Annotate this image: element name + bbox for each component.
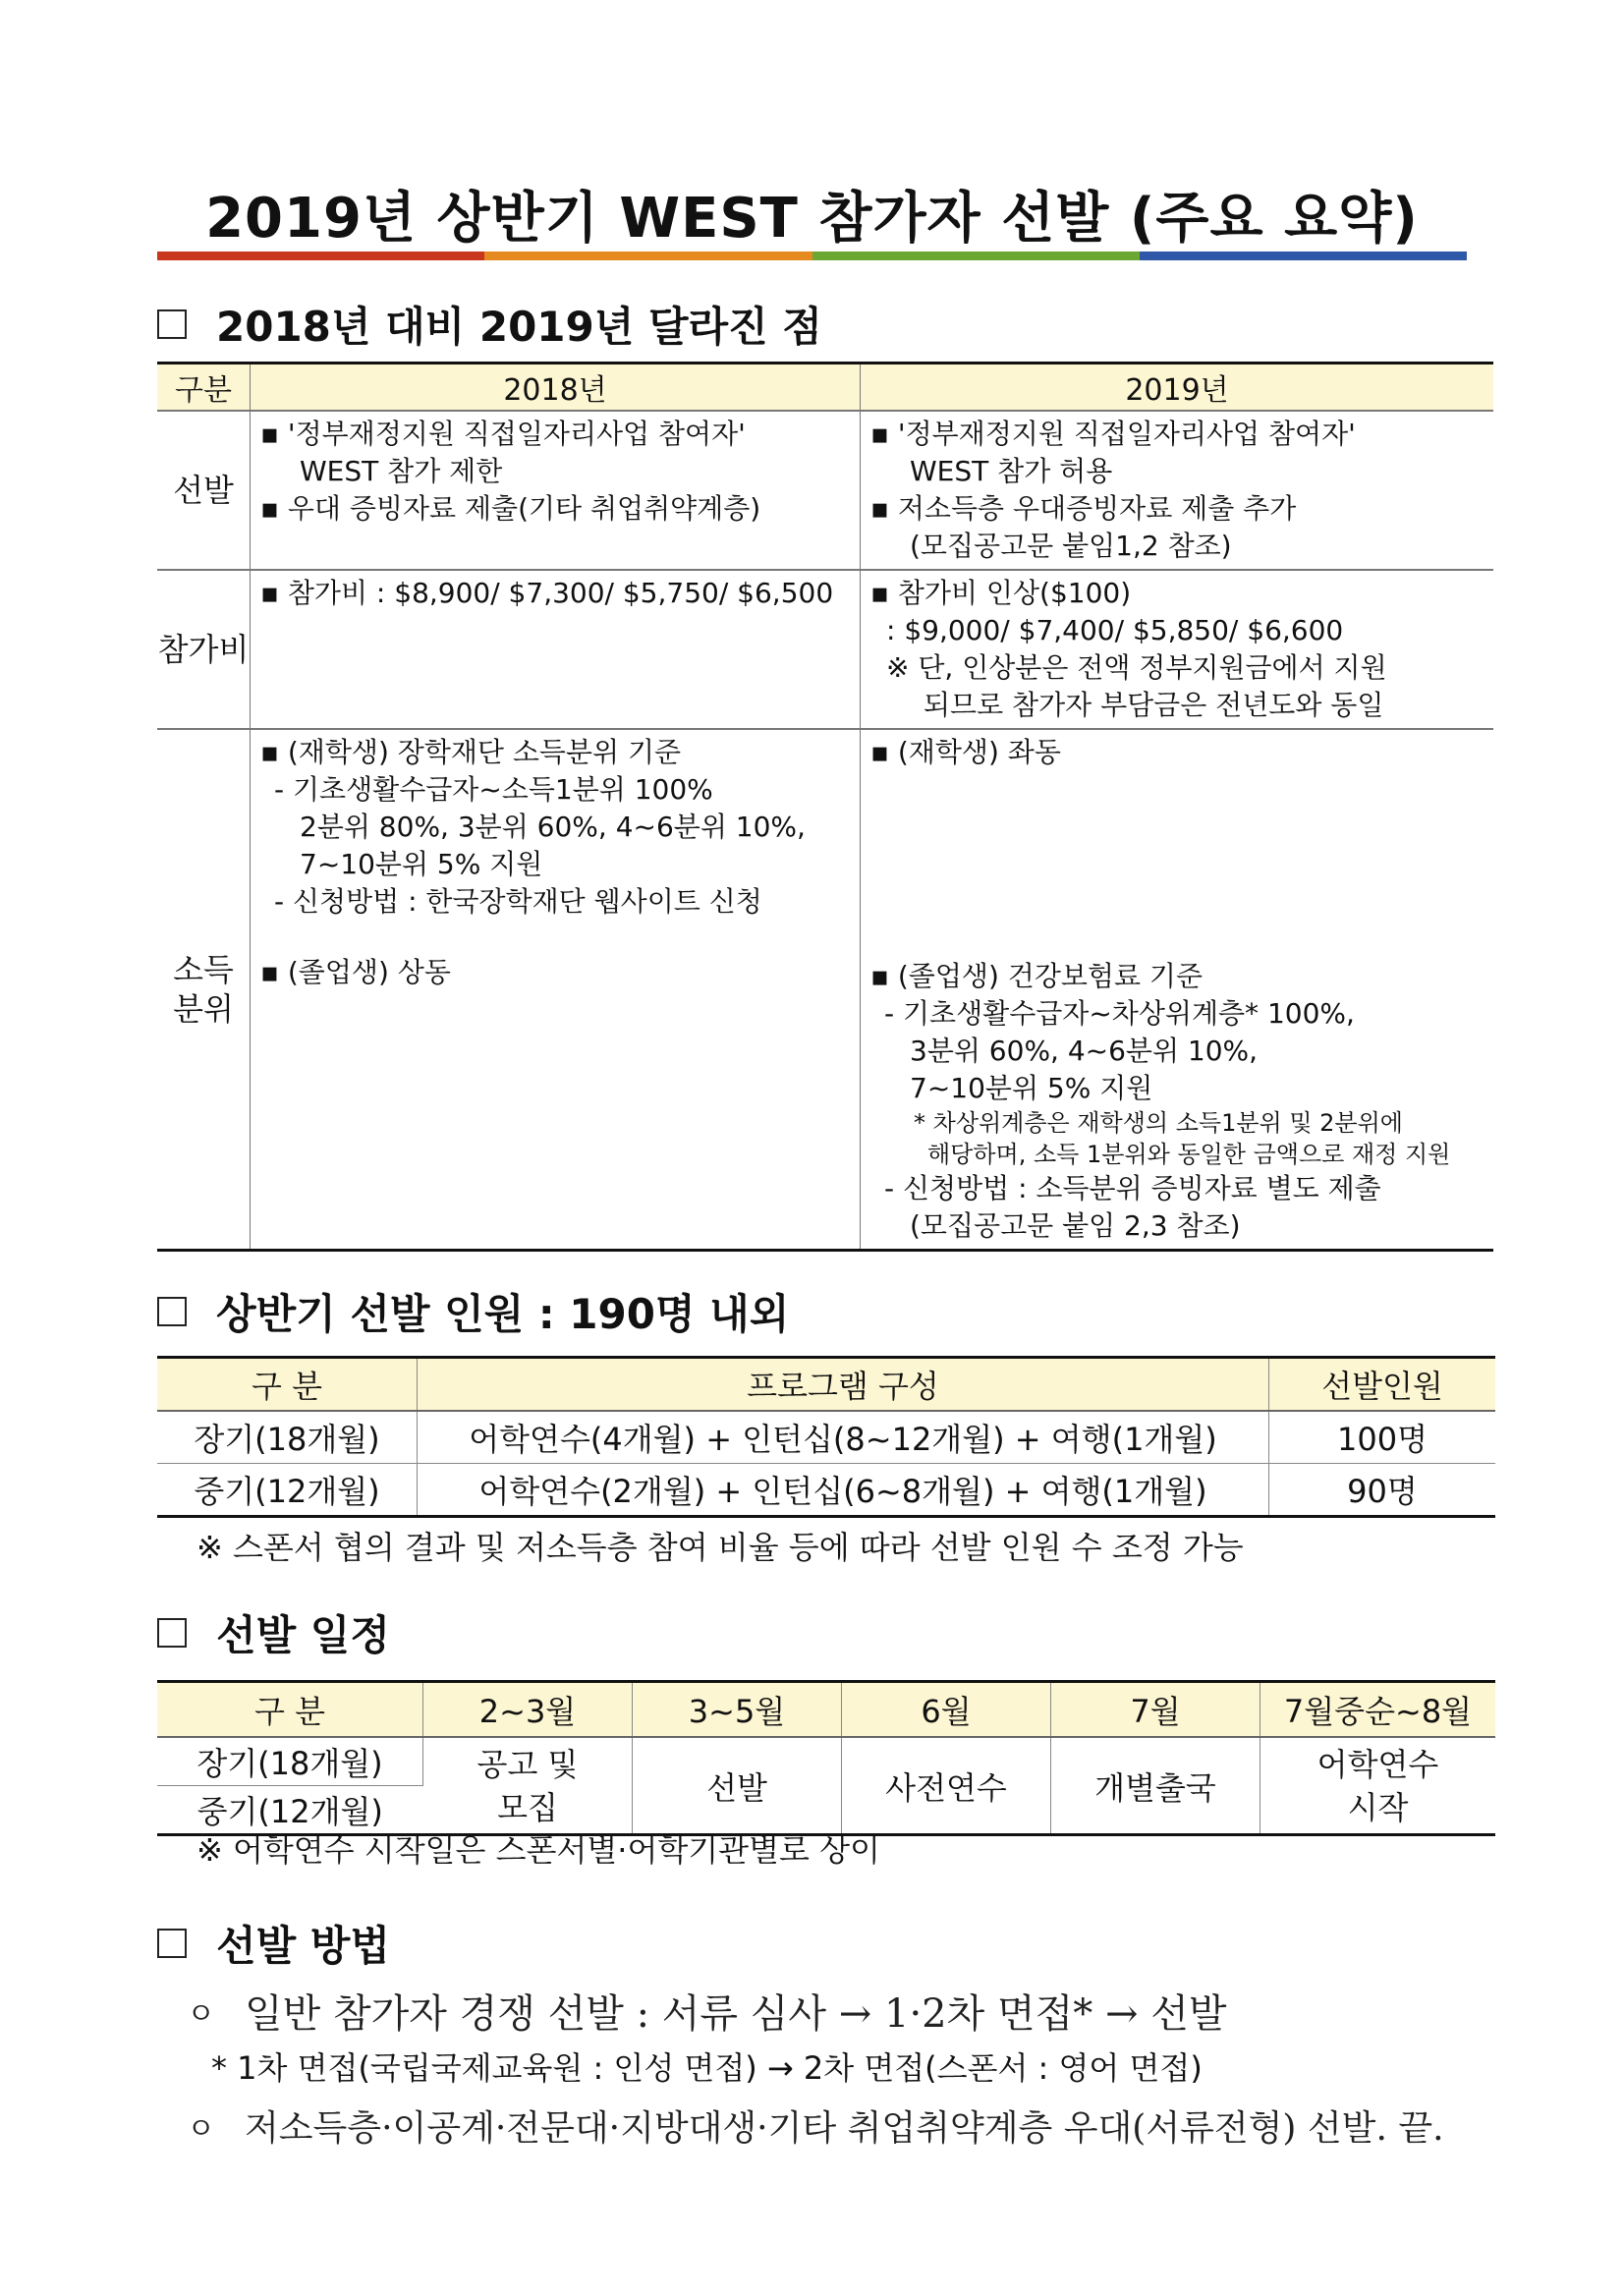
table-cell: 90명	[1269, 1464, 1496, 1517]
text-line: ▪ 저소득층 우대증빙자료 제출 추가	[870, 492, 1297, 525]
section-heading-changes	[157, 295, 822, 354]
text-line: ▪ 참가비 인상($100)	[870, 577, 1132, 609]
table-row	[157, 1737, 1495, 1786]
table-row	[157, 1411, 1495, 1464]
headcount-note: ※ 스폰서 협의 결과 및 저소득층 참여 비율 등에 따라 선발 인원 수 조정 가능	[196, 1529, 1244, 1566]
schedule-note: ※ 어학연수 시작일은 스폰서별·어학기관별로 상이	[196, 1831, 880, 1869]
schedule-table	[157, 1680, 1495, 1836]
text-line: - 신청방법 : 소득분위 증빙자료 별도 제출	[884, 1172, 1381, 1204]
checkbox-square-icon	[157, 1929, 187, 1958]
row-label: 소득 분위	[157, 729, 251, 1251]
color-segment-green	[812, 252, 1140, 260]
header-cell: 3~5월	[633, 1682, 842, 1738]
color-segment-blue	[1140, 252, 1467, 260]
header-cell: 구 분	[157, 1358, 418, 1412]
text-line: 2분위 80%, 3분위 60%, 4~6분위 10%,	[300, 811, 806, 843]
text-line: 되므로 참가자 부담금은 전년도와 동일	[924, 689, 1384, 721]
schedule-cell: 사전연수	[842, 1737, 1051, 1835]
table-cell: 장기(18개월)	[157, 1411, 418, 1464]
schedule-cell: 선발	[633, 1737, 842, 1835]
header-2019: 2019년	[861, 364, 1494, 412]
header-2018: 2018년	[251, 364, 861, 412]
spacer	[260, 991, 850, 1207]
text-line: ▪ (재학생) 좌동	[870, 736, 1061, 768]
row-label: 선발	[157, 411, 251, 570]
schedule-cell: 어학연수 시작	[1260, 1737, 1496, 1835]
method-text: 일반 참가자 경쟁 선발 : 서류 심사 → 1·2차 면접* → 선발	[244, 1991, 1227, 2037]
color-segment-red	[157, 252, 484, 260]
schedule-cell: 공고 및 모집	[423, 1737, 633, 1835]
circle-bullet-icon: ㅇ	[187, 1996, 215, 2032]
table-cell: 어학연수(4개월) + 인턴십(8~12개월) + 여행(1개월)	[418, 1411, 1269, 1464]
checkbox-square-icon	[157, 309, 187, 339]
header-cell: 7월	[1051, 1682, 1260, 1738]
table-row	[157, 570, 1493, 729]
table-header-row	[157, 1682, 1495, 1738]
header-cell: 프로그램 구성	[418, 1358, 1269, 1412]
text-line: ▪ 우대 증빙자료 제출(기타 취업취약계층)	[260, 492, 761, 525]
table-cell: 중기(12개월)	[157, 1464, 418, 1517]
table-row	[157, 729, 1493, 1251]
text-line: 3분위 60%, 4~6분위 10%,	[910, 1035, 1259, 1067]
text-line: WEST 참가 허용	[910, 455, 1113, 487]
table-cell: 100명	[1269, 1411, 1496, 1464]
text-line: - 기초생활수급자~차상위계층* 100%,	[884, 997, 1355, 1030]
header-cell: 6월	[842, 1682, 1051, 1738]
header-cell: 2~3월	[423, 1682, 633, 1738]
method-text: 저소득층·이공계·전문대·지방대생·기타 취업취약계층 우대(서류전형) 선발. 끝.	[244, 2108, 1444, 2149]
header-cell: 선발인원	[1269, 1358, 1496, 1412]
row-label: 장기(18개월)	[157, 1737, 423, 1786]
text-line: - 기초생활수급자~소득1분위 100%	[274, 773, 713, 806]
header-cell: 7월중순~8월	[1260, 1682, 1496, 1738]
color-segment-orange	[484, 252, 812, 260]
method-item-2	[187, 2100, 1444, 2151]
method-footnote: * 1차 면접(국립국제교육원 : 인성 면접) → 2차 면접(스폰서 : 영어 면접)	[211, 2049, 1203, 2087]
text-line: ▪ '정부재정지원 직접일자리사업 참여자'	[260, 418, 746, 450]
section-heading-text: 2018년 대비 2019년 달라진 점	[216, 303, 822, 351]
text-line: 7~10분위 5% 지원	[910, 1072, 1153, 1104]
row-label: 참가비	[157, 570, 251, 729]
schedule-cell: 개별출국	[1051, 1737, 1260, 1835]
text-line: ▪ 참가비 : $8,900/ $7,300/ $5,750/ $6,500	[260, 577, 834, 609]
table-row	[157, 411, 1493, 570]
text-line: ※ 단, 인상분은 전액 정부지원금에서 지원	[886, 651, 1387, 684]
section-heading-method	[157, 1914, 390, 1973]
checkbox-square-icon	[157, 1618, 187, 1648]
section-heading-schedule	[157, 1603, 390, 1662]
headcount-table	[157, 1356, 1495, 1518]
text-line: WEST 참가 제한	[300, 455, 503, 487]
page-title: 2019년 상반기 WEST 참가자 선발 (주요 요약)	[205, 187, 1419, 251]
header-cell: 구 분	[157, 1682, 423, 1738]
section-heading-text: 선발 방법	[216, 1922, 390, 1970]
section-heading-text: 상반기 선발 인원 : 190명 내외	[216, 1290, 790, 1338]
circle-bullet-icon: ㅇ	[187, 2111, 215, 2147]
text-line: 7~10분위 5% 지원	[300, 848, 543, 880]
text-line: ▪ (재학생) 장학재단 소득분위 기준	[260, 736, 682, 768]
footnote-line: 해당하며, 소득 1분위와 동일한 금액으로 재정 지원	[927, 1141, 1451, 1168]
header-category: 구분	[157, 364, 251, 412]
text-line: (모집공고문 붙임1,2 참조)	[910, 530, 1232, 562]
section-heading-headcount	[157, 1282, 789, 1341]
row-label: 중기(12개월)	[157, 1786, 423, 1835]
footnote-line: * 차상위계층은 재학생의 소득1분위 및 2분위에	[914, 1109, 1403, 1137]
changes-table	[157, 362, 1493, 1252]
section-heading-text: 선발 일정	[216, 1611, 390, 1659]
cell-2018	[251, 411, 861, 570]
table-row	[157, 1464, 1495, 1517]
text-line: ▪ (졸업생) 상동	[260, 956, 451, 988]
cell-2019	[861, 729, 1494, 1251]
cell-2019	[861, 570, 1494, 729]
table-cell: 어학연수(2개월) + 인턴십(6~8개월) + 여행(1개월)	[418, 1464, 1269, 1517]
method-item-1	[187, 1983, 1227, 2039]
text-line: - 신청방법 : 한국장학재단 웹사이트 신청	[274, 885, 762, 918]
cell-2019	[861, 411, 1494, 570]
cell-2018	[251, 729, 861, 1251]
cell-2018	[251, 570, 861, 729]
text-line: ▪ (졸업생) 건강보험료 기준	[870, 960, 1204, 992]
title-color-bar	[157, 252, 1467, 260]
table-header-row	[157, 364, 1493, 412]
checkbox-square-icon	[157, 1297, 187, 1326]
table-header-row	[157, 1358, 1495, 1412]
spacer	[870, 771, 1484, 958]
text-line: : $9,000/ $7,400/ $5,850/ $6,600	[886, 614, 1344, 646]
text-line: (모집공고문 붙임 2,3 참조)	[910, 1209, 1241, 1242]
text-line: ▪ '정부재정지원 직접일자리사업 참여자'	[870, 418, 1356, 450]
